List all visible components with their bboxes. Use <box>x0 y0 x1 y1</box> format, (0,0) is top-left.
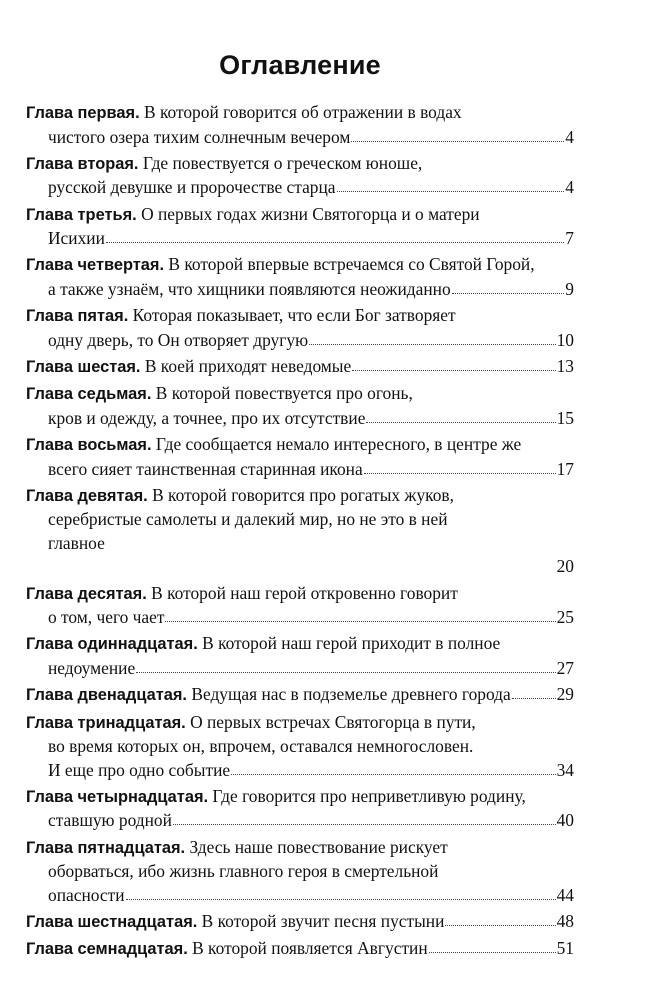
toc-entry <box>26 101 574 149</box>
dot-leader <box>173 824 556 825</box>
dot-leader <box>136 672 555 673</box>
chapter-description: И еще про одно событие <box>48 759 231 780</box>
dot-leader <box>165 621 555 622</box>
dot-leader <box>512 698 556 699</box>
chapter-description: В которой появляется Августин <box>192 938 428 959</box>
chapter-label: Глава первая. <box>26 104 140 122</box>
chapter-label: Глава восьмая. <box>26 436 152 455</box>
toc-entry-first-line <box>26 582 574 607</box>
chapter-description: чистого озера тихим солнечным вечером <box>48 126 351 147</box>
toc-entry-text <box>48 278 451 302</box>
table-of-contents <box>26 101 574 965</box>
page-number: 4 <box>565 177 574 198</box>
chapter-description-continued: главное <box>48 532 105 553</box>
toc-entry <box>26 711 574 783</box>
chapter-label: Глава шестая. <box>26 357 141 376</box>
toc-entry-last-line <box>26 278 574 302</box>
chapter-description: Ведущая нас в подземелье древнего города <box>191 684 511 705</box>
toc-entry-text <box>48 176 336 200</box>
chapter-label: Глава одиннадцатая. <box>26 635 198 654</box>
toc-entry-text <box>48 657 135 681</box>
toc-entry-text <box>26 910 444 935</box>
page-number: 4 <box>565 126 574 147</box>
page-number: 48 <box>556 910 574 931</box>
chapter-label: Глава двенадцатая. <box>26 686 187 705</box>
dot-leader <box>366 422 555 423</box>
toc-entry-text <box>26 937 428 962</box>
chapter-description: О первых встречах Святогорца в пути, <box>190 711 476 732</box>
page-number: 10 <box>556 329 574 350</box>
chapter-description: В которой впервые встречаемся со Святой Горой, <box>168 254 535 275</box>
toc-entry-last-line <box>26 458 574 482</box>
page-number: 51 <box>556 938 574 959</box>
toc-entry-last-line <box>26 683 574 708</box>
dot-leader <box>352 370 555 371</box>
chapter-description: В которой говорится про рогатых жуков, <box>152 484 454 505</box>
page-number: 44 <box>556 884 574 905</box>
dot-leader <box>231 774 556 775</box>
toc-entry <box>26 203 574 251</box>
chapter-description-continued: оборваться, ибо жизнь главного героя в смертельной <box>48 861 439 882</box>
toc-entry-last-line <box>26 910 574 935</box>
chapter-label: Глава третья. <box>26 205 137 224</box>
chapter-label: Глава шестнадцатая. <box>26 912 198 931</box>
page-number: 17 <box>556 458 574 479</box>
toc-entry <box>26 253 574 301</box>
toc-entry-last-line <box>26 329 574 353</box>
dot-leader <box>351 141 564 142</box>
toc-entry-last-line <box>26 937 574 962</box>
toc-entry-last-line <box>26 809 574 833</box>
toc-entry-last-line <box>26 407 574 431</box>
toc-entry-text <box>48 227 105 251</box>
toc-entry-first-line <box>26 433 574 458</box>
chapter-description: В которой повествуется про огонь, <box>155 383 413 404</box>
toc-entry <box>26 937 574 962</box>
toc-entry <box>26 382 574 430</box>
toc-entry-first-line <box>26 304 574 329</box>
chapter-description: опасности <box>48 884 125 905</box>
toc-entry-first-line <box>26 382 574 407</box>
page-number: 25 <box>556 607 574 628</box>
dot-leader <box>126 899 556 900</box>
page-number: 34 <box>556 759 574 780</box>
toc-entry-first-line <box>26 484 574 509</box>
chapter-label: Глава десятая. <box>26 584 147 603</box>
toc-entry-text <box>26 683 511 708</box>
chapter-description: кров и одежду, а точнее, про их отсутствие <box>48 407 366 428</box>
toc-entry-text <box>48 606 164 630</box>
toc-entry-last-line <box>26 606 574 630</box>
chapter-description: В коей приходят неведомые <box>144 355 352 376</box>
toc-entry <box>26 355 574 380</box>
page-number: 13 <box>556 355 574 376</box>
page-number: 9 <box>565 278 574 299</box>
dot-leader <box>452 293 565 294</box>
chapter-description: В которой звучит песня пустыни <box>201 910 445 931</box>
chapter-description: о том, чего чает <box>48 607 165 628</box>
toc-entry <box>26 484 574 579</box>
toc-entry-last-line <box>26 355 574 380</box>
chapter-description: Где говорится про неприветливую родину, <box>212 785 526 806</box>
toc-entry-first-line <box>26 632 574 657</box>
dot-leader <box>364 473 556 474</box>
chapter-description-continued: во время которых он, впрочем, оставался немногословен. <box>48 736 474 757</box>
toc-entry-text <box>48 329 308 353</box>
chapter-label: Глава пятнадцатая. <box>26 838 186 857</box>
toc-entry <box>26 582 574 630</box>
dot-leader <box>309 344 556 345</box>
chapter-label: Глава тринадцатая. <box>26 713 186 732</box>
toc-entry-first-line <box>26 203 574 228</box>
page-number: 20 <box>556 556 574 577</box>
toc-entry-text <box>26 355 351 380</box>
toc-entry-first-line <box>26 836 574 861</box>
chapter-description: ставшую родной <box>48 810 172 831</box>
toc-entry-last-line <box>26 227 574 251</box>
chapter-description: О первых годах жизни Святогорца и о матери <box>141 203 480 224</box>
toc-entry-last-line <box>26 126 574 150</box>
page-title: Оглавление <box>219 50 381 80</box>
chapter-label: Глава седьмая. <box>26 385 152 404</box>
page-number: 27 <box>556 657 574 678</box>
toc-entry-text <box>48 407 365 431</box>
chapter-description: русской девушке и пророчестве старца <box>48 177 336 198</box>
toc-entry-text <box>48 126 350 150</box>
toc-entry-last-line <box>26 555 574 579</box>
chapter-description: одну дверь, то Он отворяет другую <box>48 329 309 350</box>
toc-entry-last-line <box>26 176 574 200</box>
toc-entry <box>26 433 574 481</box>
toc-entry-text <box>48 809 172 833</box>
toc-entry-text <box>48 884 125 908</box>
toc-entry <box>26 632 574 680</box>
chapter-description: Где сообщается немало интересного, в центре же <box>155 434 522 455</box>
toc-entry <box>26 910 574 935</box>
dot-leader <box>337 191 565 192</box>
toc-entry <box>26 683 574 708</box>
chapter-description: Исихии <box>48 228 105 249</box>
toc-entry-last-line <box>26 884 574 908</box>
toc-entry <box>26 304 574 352</box>
dot-leader <box>445 925 555 926</box>
toc-entry <box>26 152 574 200</box>
page-number: 40 <box>556 810 574 831</box>
chapter-description: В которой наш герой откровенно говорит <box>151 582 458 603</box>
chapter-description: В которой говорится об отражении в водах <box>144 102 462 122</box>
chapter-label: Глава семнадцатая. <box>26 940 188 959</box>
chapter-description: недоумение <box>48 657 136 678</box>
chapter-description: Здесь наше повествование рискует <box>189 836 448 857</box>
dot-leader <box>429 952 556 953</box>
chapter-description-continued: серебристые самолеты и далекий мир, но не это в ней <box>48 509 448 530</box>
toc-entry-first-line <box>26 711 574 736</box>
toc-entry-first-line <box>26 785 574 810</box>
chapter-label: Глава четвертая. <box>26 256 165 275</box>
toc-entry-last-line <box>26 759 574 783</box>
toc-entry <box>26 836 574 908</box>
toc-entry-text <box>48 458 363 482</box>
chapter-description: Где повествуется о греческом юноше, <box>142 152 423 173</box>
toc-entry-last-line <box>26 657 574 681</box>
page-number: 7 <box>565 228 574 249</box>
toc-entry <box>26 785 574 833</box>
dot-leader <box>106 242 564 243</box>
chapter-description: В которой наш герой приходит в полное <box>202 633 501 654</box>
toc-entry-first-line <box>26 152 574 177</box>
chapter-label: Глава вторая. <box>26 154 139 173</box>
chapter-label: Глава пятая. <box>26 307 129 326</box>
page-number: 15 <box>556 407 574 428</box>
toc-entry-first-line <box>26 101 574 126</box>
toc-entry-text <box>48 759 230 783</box>
chapter-label: Глава девятая. <box>26 486 148 505</box>
chapter-description: всего сияет таинственная старинная икона <box>48 458 363 479</box>
chapter-description: а также узнаём, что хищники появляются неожиданно <box>48 278 451 299</box>
page-number: 29 <box>556 684 574 705</box>
chapter-label: Глава четырнадцатая. <box>26 787 209 806</box>
toc-entry-first-line <box>26 253 574 278</box>
chapter-description: Которая показывает, что если Бог затворяет <box>132 305 456 326</box>
